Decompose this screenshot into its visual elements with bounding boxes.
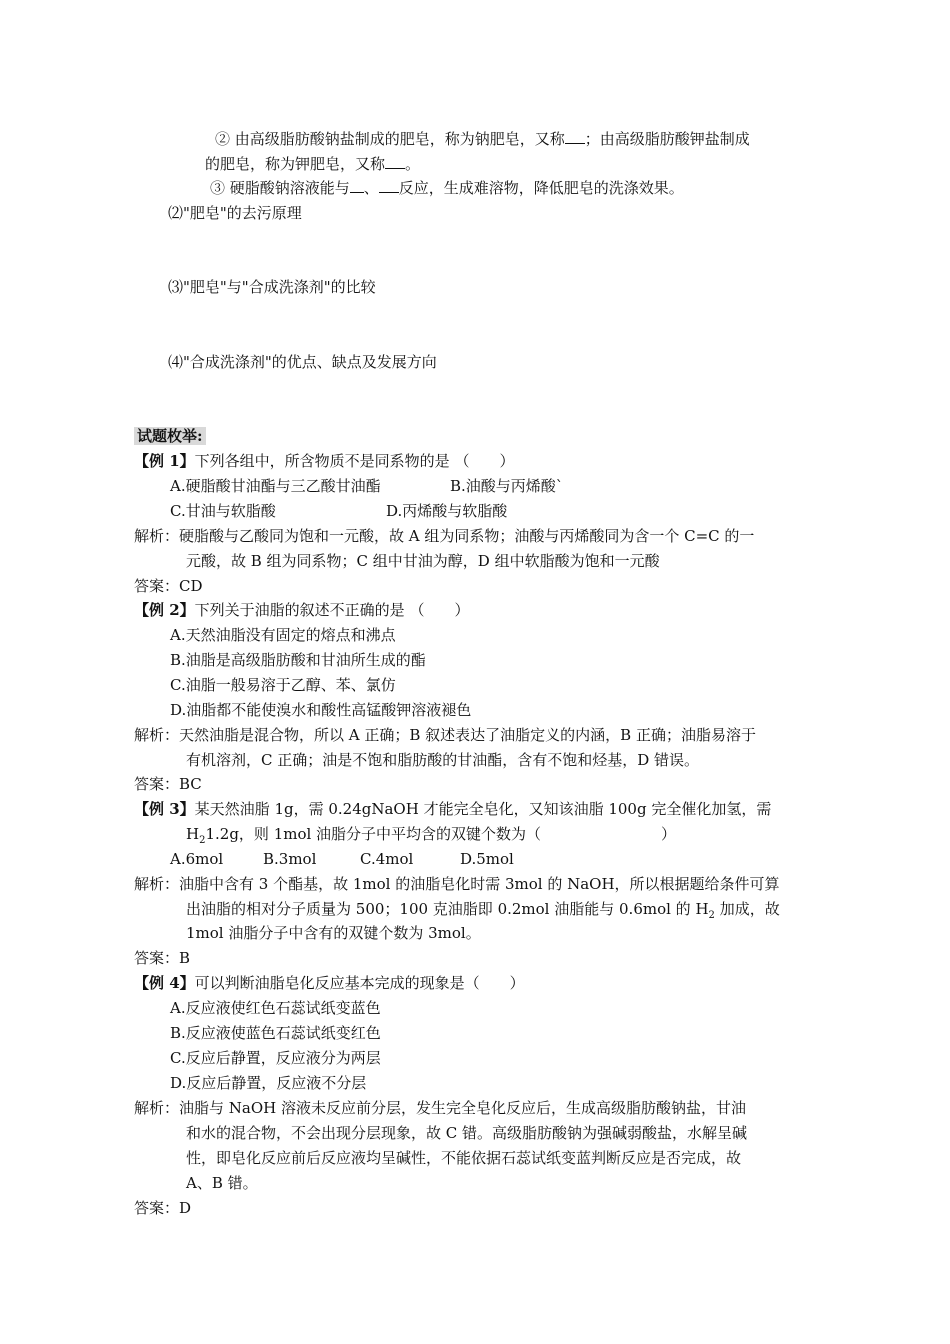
example-tag: 【例 4】 <box>134 974 195 992</box>
example-2-analysis-2: 有机溶剂，C 正确；油是不饱和脂肪酸的甘油酯，含有不饱和烃基，D 错误。 <box>186 751 700 769</box>
analysis-text: 出油脂的相对分子质量为 500；100 克油脂即 0.2mol 油脂能与 0.6mol 的 H <box>186 900 709 918</box>
example-4-option-a: A.反应液使红色石蕊试纸变蓝色 <box>170 999 381 1017</box>
example-4-option-c: C.反应后静置，反应液分为两层 <box>170 1049 381 1067</box>
intro-text: 、 <box>363 179 379 197</box>
example-3-analysis-3: 1mol 油脂分子中含有的双键个数为 3mol。 <box>186 924 481 942</box>
example-3-option-c: C.4mol <box>360 850 414 868</box>
example-1-option-b: B.油酸与丙烯酸` <box>450 477 564 495</box>
example-1-question <box>134 450 514 472</box>
example-3-option-b: B.3mol <box>263 850 317 868</box>
intro-text: ② 由高级脂肪酸钠盐制成的肥皂，称为钠肥皂，又称 <box>215 130 565 148</box>
example-3-question-2 <box>186 823 676 845</box>
example-tag: 【例 1】 <box>134 452 195 470</box>
example-1-analysis-2: 元酸，故 B 组为同系物；C 组中甘油为醇，D 组中软脂酸为饱和一元酸 <box>186 552 660 570</box>
fill-blank <box>379 178 399 193</box>
fill-blank <box>385 154 405 169</box>
example-3-analysis-1: 解析：油脂中含有 3 个酯基，故 1mol 的油脂皂化时需 3mol 的 NaOH，所以根据题给条件可算 <box>134 875 780 893</box>
intro-line-3 <box>210 177 684 199</box>
subscript: 2 <box>708 910 715 921</box>
intro-text: ；由高级脂肪酸钾盐制成 <box>584 130 750 148</box>
example-2-option-d: D.油脂都不能使溴水和酸性高锰酸钾溶液褪色 <box>170 701 472 719</box>
example-3-question-1 <box>134 798 771 820</box>
intro-text: ③ 硬脂酸钠溶液能与 <box>210 179 350 197</box>
subscript: 2 <box>199 835 206 846</box>
example-2-option-c: C.油脂一般易溶于乙醇、苯、氯仿 <box>170 676 396 694</box>
example-4-analysis-4: A、B 错。 <box>186 1174 258 1192</box>
question-text: 可以判断油脂皂化反应基本完成的现象是（ ） <box>194 974 525 992</box>
example-4-analysis-2: 和水的混合物，不会出现分层现象，故 C 错。高级脂肪酸钠为强碱弱酸盐，水解呈碱 <box>186 1124 748 1142</box>
example-1-option-c: C.甘油与软脂酸 <box>170 502 276 520</box>
question-text: 1.2g，则 1mol 油脂分子中平均含的双键个数为（ ） <box>205 825 677 843</box>
question-text: 下列各组中，所含物质不是同系物的是 （ ） <box>194 452 515 470</box>
subquestion-3: ⑶"肥皂"与"合成洗涤剂"的比较 <box>168 278 376 296</box>
example-2-question <box>134 599 469 621</box>
analysis-text: 加成，故 <box>714 900 780 918</box>
intro-text: 的肥皂，称为钾肥皂，又称 <box>205 155 386 173</box>
example-1-option-a: A.硬脂酸甘油酯与三乙酸甘油酯 <box>170 477 381 495</box>
example-1-answer: 答案：CD <box>134 577 203 595</box>
intro-line-1 <box>215 128 750 150</box>
example-4-analysis-1: 解析：油脂与 NaOH 溶液未反应前分层，发生完全皂化反应后，生成高级脂肪酸钠盐，甘油 <box>134 1099 746 1117</box>
example-tag: 【例 3】 <box>134 800 195 818</box>
example-4-answer: 答案：D <box>134 1199 192 1217</box>
example-2-option-b: B.油脂是高级脂肪酸和甘油所生成的酯 <box>170 651 426 669</box>
example-4-option-b: B.反应液使蓝色石蕊试纸变红色 <box>170 1024 381 1042</box>
example-3-answer: 答案：B <box>134 949 191 967</box>
intro-text: 反应，生成难溶物，降低肥皂的洗涤效果。 <box>398 179 684 197</box>
fill-blank <box>565 129 585 144</box>
subquestion-4: ⑷"合成洗涤剂"的优点、缺点及发展方向 <box>168 353 437 371</box>
example-3-option-d: D.5mol <box>460 850 514 868</box>
section-heading <box>134 425 206 447</box>
question-text: H <box>186 825 200 843</box>
subquestion-2: ⑵"肥皂"的去污原理 <box>168 204 302 222</box>
intro-text: 。 <box>405 155 421 173</box>
example-3-option-a: A.6mol <box>170 850 224 868</box>
example-2-answer: 答案：BC <box>134 775 202 793</box>
example-1-option-d: D.丙烯酸与软脂酸 <box>386 502 508 520</box>
example-4-question <box>134 972 525 994</box>
fill-blank <box>350 178 364 193</box>
example-1-analysis-1: 解析：硬脂酸与乙酸同为饱和一元酸，故 A 组为同系物；油酸与丙烯酸同为含一个 C=C 的一 <box>134 527 755 545</box>
question-text: 某天然油脂 1g，需 0.24gNaOH 才能完全皂化，又知该油脂 100g 完全催化加氢，需 <box>194 800 772 818</box>
example-3-analysis-2 <box>186 898 780 920</box>
example-4-option-d: D.反应后静置，反应液不分层 <box>170 1074 367 1092</box>
section-title: 试题枚举: <box>134 427 206 445</box>
example-2-option-a: A.天然油脂没有固定的熔点和沸点 <box>170 626 396 644</box>
example-2-analysis-1: 解析：天然油脂是混合物，所以 A 正确；B 叙述表达了油脂定义的内涵，B 正确；油脂易溶于 <box>134 726 756 744</box>
intro-line-2 <box>205 153 420 175</box>
question-text: 下列关于油脂的叙述不正确的是 （ ） <box>194 601 470 619</box>
example-tag: 【例 2】 <box>134 601 195 619</box>
example-4-analysis-3: 性，即皂化反应前后反应液均呈碱性，不能依据石蕊试纸变蓝判断反应是否完成，故 <box>186 1149 742 1167</box>
